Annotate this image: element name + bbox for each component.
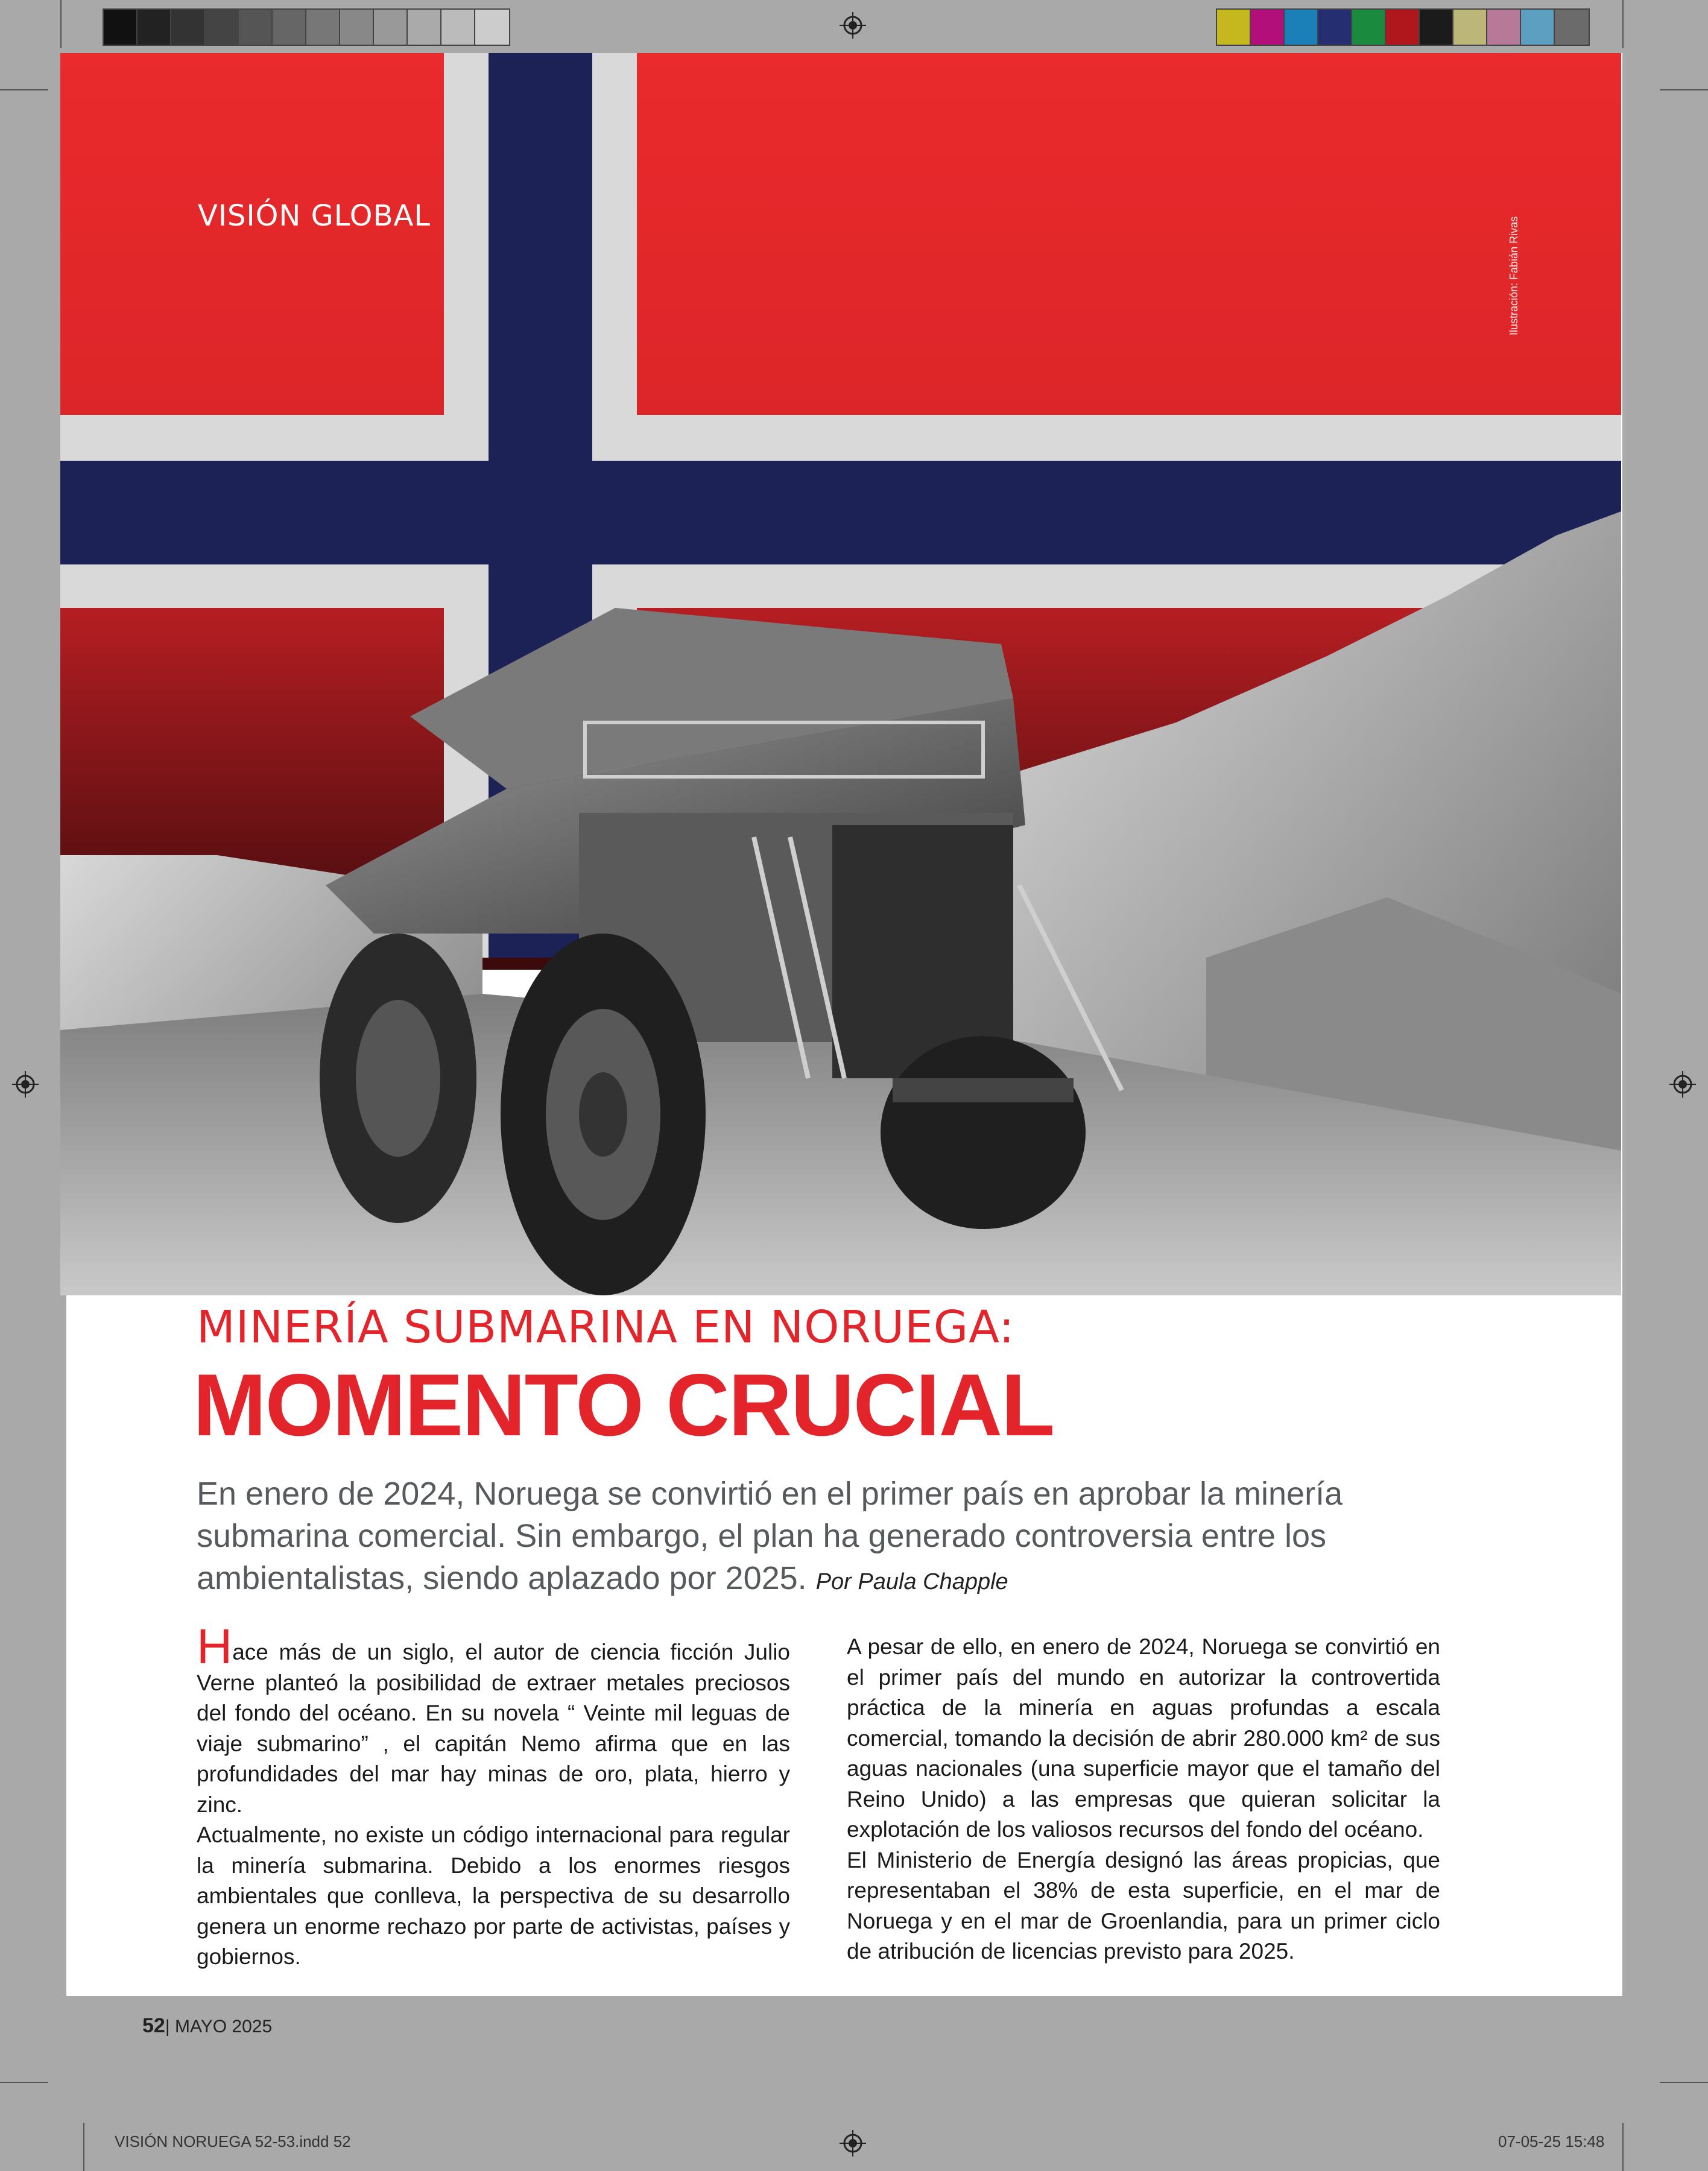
illustration-credit: Ilustración: Fabián Rivas [1508, 216, 1520, 335]
page-number: 52 [142, 2014, 165, 2037]
crop-mark [83, 2123, 84, 2171]
crop-mark [1660, 89, 1708, 90]
crop-mark [1660, 2082, 1708, 2083]
hero-illustration-mining-truck [60, 53, 1621, 1295]
page-folio [142, 2014, 272, 2038]
crop-mark [0, 89, 48, 90]
paragraph: Actualmente, no existe un código internacional para regular la minería submarina. Debido a los enormes riesgos ambientales que conlleva, la perspectiva de su desarrollo genera un enorme rechazo por parte de activistas, países y gobiernos. [197, 1822, 790, 1969]
slug-filename: VISIÓN NORUEGA 52-53.indd 52 [115, 2132, 351, 2150]
article-headline: MOMENTO CRUCIAL [193, 1356, 1054, 1454]
paragraph-text: ace más de un siglo, el autor de ciencia ficción Julio Verne planteó la posibilidad de extraer metales preciosos del fondo del océano. En su novela “ Veinte mil leguas de viaje submarino” , el capitán Nemo afirma que en las profundidades del mar hay minas de oro, plata, hierro y zinc. [197, 1640, 790, 1817]
article-kicker: MINERÍA SUBMARINA EN NORUEGA: [197, 1301, 1015, 1353]
section-label: VISIÓN GLOBAL [198, 199, 431, 233]
color-bar [1216, 8, 1590, 46]
registration-mark-left [12, 1071, 39, 1098]
slug-timestamp: 07-05-25 15:48 [1498, 2132, 1605, 2150]
issue-date: | MAYO 2025 [165, 2017, 273, 2037]
lede-text: En enero de 2024, Noruega se convirtió en el primer país en aprobar la minería submarina comercial. Sin embargo, el plan ha generado controversia entre los ambientalistas, siendo aplazado por 2025. [197, 1476, 1343, 1596]
crop-mark [60, 0, 62, 48]
registration-mark-bottom [840, 2130, 866, 2157]
byline: Por Paula Chapple [815, 1569, 1008, 1594]
paragraph [197, 1619, 790, 1820]
crop-mark [0, 2082, 48, 2083]
paragraph: El Ministerio de Energía designó las áreas propicias, que representaban el 38% de esta superficie, en el mar de Noruega y en el mar de Groenlandia, para un primer ciclo de atribución de licencias previsto para 2025. [847, 1847, 1440, 1964]
registration-mark-top [840, 12, 866, 39]
registration-mark-right [1669, 1071, 1696, 1098]
article-lede [197, 1473, 1475, 1603]
grayscale-bar [103, 8, 510, 46]
crop-mark [1622, 2123, 1624, 2171]
body-column-left [197, 1619, 790, 1973]
paragraph: A pesar de ello, en enero de 2024, Noruega se convirtió en el primer país del mundo en autorizar la controvertida práctica de la minería en aguas profundas a escala comercial, tomando la decisión de abrir 280.000 km² de sus aguas nacionales (una superficie mayor que el tamaño del Reino Unido) a las empresas que quieran solicitar la explotación de los valiosos recursos del fondo del océano. [847, 1634, 1440, 1842]
drop-cap: H [197, 1619, 233, 1674]
body-column-right [847, 1632, 1440, 1967]
crop-mark [1622, 0, 1624, 48]
